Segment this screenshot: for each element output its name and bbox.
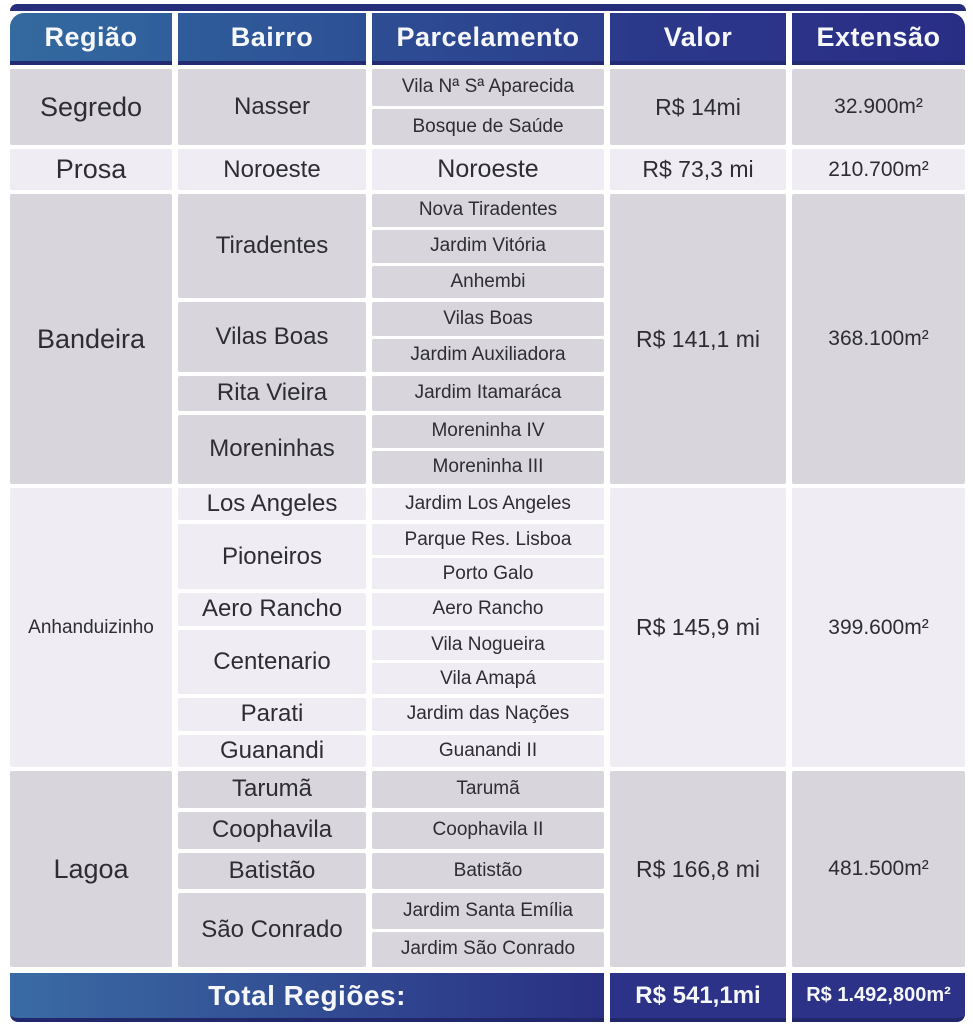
region-cell: Segredo [10,69,172,145]
parcel-cell: Porto Galo [372,558,604,589]
bairro-row [178,415,604,485]
parcel-stack [372,735,604,767]
parcel-cell: Jardim Vitória [372,230,604,263]
parcel-cell: Vila Amapá [372,663,604,694]
parcel-stack [372,69,604,145]
parcel-stack [372,893,604,967]
bairro-row [178,302,604,372]
bairro-row [178,69,604,145]
valor-cell: R$ 141,1 mi [610,194,786,484]
bairro-parcel-area [178,488,604,767]
bairro-cell: Nasser [178,69,366,145]
parcel-cell: Jardim das Nações [372,698,604,730]
parcel-stack [372,194,604,298]
parcel-stack [372,302,604,372]
parcel-cell: Vila Nogueira [372,630,604,661]
parcel-cell: Bosque de Saúde [372,109,604,146]
bairro-row [178,630,604,695]
bairro-row [178,194,604,298]
bairro-row [178,488,604,520]
parcel-cell: Jardim Santa Emília [372,893,604,928]
column-header-bairro: Bairro [178,13,366,65]
region-group [10,69,966,145]
region-group [10,771,966,967]
bairro-row [178,853,604,890]
table-top-stripe [10,4,966,11]
region-group [10,149,966,190]
parcel-cell: Tarumã [372,771,604,808]
valor-cell: R$ 166,8 mi [610,771,786,967]
bairro-parcel-area [178,194,604,484]
bairro-parcel-area [178,771,604,967]
bairro-row [178,893,604,967]
parcel-stack [372,771,604,808]
parcel-cell: Vilas Boas [372,302,604,335]
extensao-cell: 399.600m² [792,488,965,767]
parcel-stack [372,630,604,695]
column-header-valor: Valor [610,13,786,65]
column-header-regiao: Região [10,13,172,65]
bairro-cell: Pioneiros [178,524,366,589]
parcel-cell: Jardim São Conrado [372,932,604,967]
parcel-cell: Coophavila II [372,812,604,849]
extensao-cell: 210.700m² [792,149,965,190]
region-cell: Lagoa [10,771,172,967]
bairro-parcel-area [178,149,604,190]
parcel-cell: Batistão [372,853,604,890]
bairro-row [178,524,604,589]
region-group [10,488,966,767]
bairro-parcel-area [178,69,604,145]
extensao-cell: 368.100m² [792,194,965,484]
extensao-cell: 481.500m² [792,771,965,967]
parcel-cell: Nova Tiradentes [372,194,604,227]
parcel-stack [372,698,604,730]
bairro-cell: Tarumã [178,771,366,808]
parcel-cell: Jardim Itamaráca [372,376,604,411]
region-cell: Bandeira [10,194,172,484]
parcel-stack [372,488,604,520]
parcel-cell: Vila Nª Sª Aparecida [372,69,604,106]
bairro-row [178,698,604,730]
parcel-cell: Noroeste [372,149,604,190]
table-footer-row [10,973,966,1022]
parcel-stack [372,812,604,849]
bairro-row [178,735,604,767]
bairro-cell: Tiradentes [178,194,366,298]
parcel-cell: Moreninha III [372,451,604,484]
parcel-stack [372,524,604,589]
table-body [10,69,966,967]
column-header-extensao: Extensão [792,13,965,65]
valor-cell: R$ 145,9 mi [610,488,786,767]
bairro-cell: Coophavila [178,812,366,849]
column-header-parcelamento: Parcelamento [372,13,604,65]
footer-total-extensao: R$ 1.492,800m² [792,973,965,1022]
valor-cell: R$ 14mi [610,69,786,145]
footer-total-label: Total Regiões: [10,973,604,1022]
extensao-cell: 32.900m² [792,69,965,145]
bairro-cell: Vilas Boas [178,302,366,372]
bairro-cell: São Conrado [178,893,366,967]
region-cell: Prosa [10,149,172,190]
bairro-cell: Rita Vieira [178,376,366,411]
parcel-stack [372,415,604,485]
bairro-row [178,376,604,411]
valor-cell: R$ 73,3 mi [610,149,786,190]
parcel-cell: Parque Res. Lisboa [372,524,604,555]
parcel-cell: Anhembi [372,266,604,299]
parcel-cell: Jardim Los Angeles [372,488,604,520]
parcel-cell: Aero Rancho [372,593,604,625]
bairro-cell: Batistão [178,853,366,890]
parcel-stack [372,853,604,890]
parcel-cell: Jardim Auxiliadora [372,339,604,372]
bairro-cell: Moreninhas [178,415,366,485]
bairro-cell: Guanandi [178,735,366,767]
parcel-cell: Moreninha IV [372,415,604,448]
parcel-cell: Guanandi II [372,735,604,767]
parcel-stack [372,376,604,411]
bairro-row [178,812,604,849]
footer-total-valor: R$ 541,1mi [610,973,786,1022]
region-cell: Anhanduizinho [10,488,172,767]
bairro-cell: Aero Rancho [178,593,366,625]
bairro-cell: Parati [178,698,366,730]
bairro-cell: Noroeste [178,149,366,190]
region-group [10,194,966,484]
bairro-row [178,771,604,808]
table-header-row [10,13,966,65]
parcel-stack [372,593,604,625]
bairro-row [178,149,604,190]
bairro-cell: Los Angeles [178,488,366,520]
bairro-row [178,593,604,625]
bairro-cell: Centenario [178,630,366,695]
parcel-stack [372,149,604,190]
